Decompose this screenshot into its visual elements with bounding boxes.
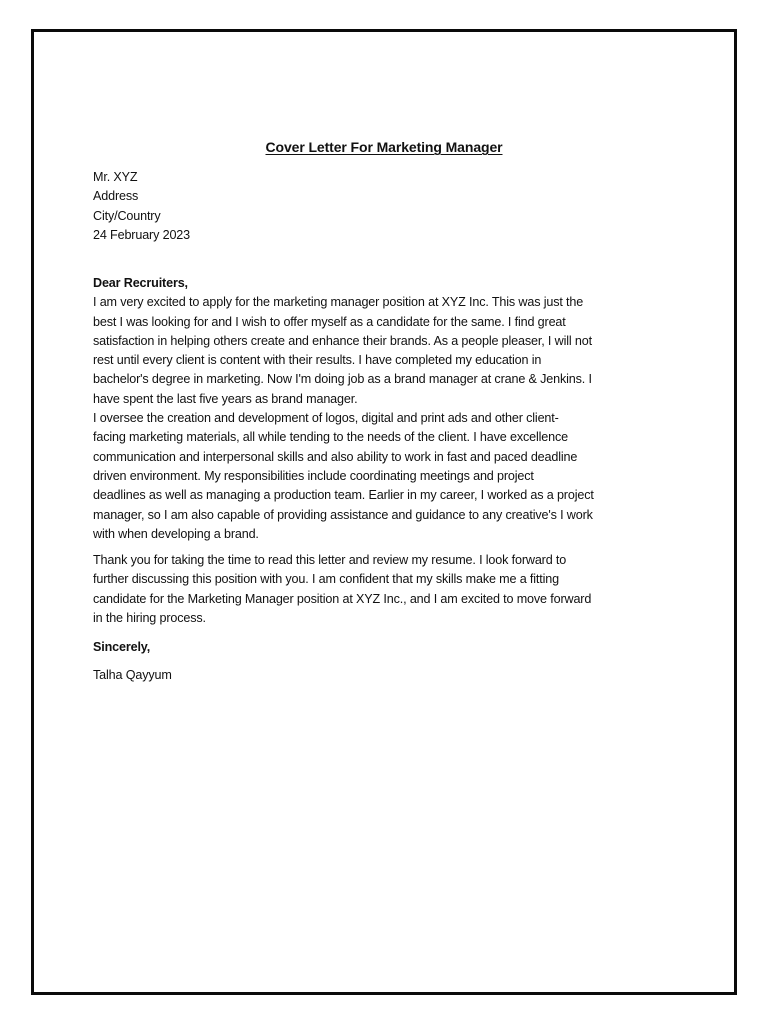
closing: Sincerely, [93,640,151,654]
sender-block [93,168,190,245]
paragraph-3-line: Thank you for taking the time to read this letter and review my resume. I look forward to [93,553,567,567]
document-title-text: Cover Letter For Marketing Manager [265,139,503,155]
paragraph-2-line: with when developing a brand. [93,526,259,541]
paragraph-2-line: manager, so I am also capable of providing assistance and guidance to any creative's I work [93,507,593,522]
paragraph-2-line: driven environment. My responsibilities include coordinating meetings and project [93,468,534,483]
paragraph-1-line: satisfaction in helping others create and enhance their brands. As a people pleaser, I will not [93,333,592,348]
paragraph-1-line: I am very excited to apply for the marketing manager position at XYZ Inc. This was just the [93,295,584,310]
paragraph-2-line: communication and interpersonal skills and also ability to work in fast and paced deadline [93,449,578,464]
paragraph-1-line: have spent the last five years as brand manager. [93,391,358,406]
signature-name: Talha Qayyum [93,668,172,682]
paragraph-1-line: rest until every client is content with their results. I have completed my education in [93,353,542,368]
salutation-and-paragraph-1 [93,274,594,544]
paragraph-2-line: facing marketing materials, all while tending to the needs of the client. I have excellence [93,430,568,445]
sender-name: Mr. XYZ [93,170,138,184]
paragraph-3-line: in the hiring process. [93,610,206,625]
paragraph-1-line: bachelor's degree in marketing. Now I'm doing job as a brand manager at crane & Jenkins. I [93,372,592,387]
closing-block [93,638,150,657]
paragraph-3-line: further discussing this position with you. I am confident that my skills make me a fitting [93,572,559,587]
sender-city-country: City/Country [93,208,161,223]
paragraph-3 [93,551,591,628]
paragraph-3-line: candidate for the Marketing Manager position at XYZ Inc., and I am excited to move forward [93,591,592,606]
sender-address: Address [93,189,139,204]
letter-date: 24 February 2023 [93,227,191,242]
paragraph-2-line: I oversee the creation and development of logos, digital and print ads and other client- [93,411,559,426]
signature-block [93,666,172,685]
paragraph-2-line: deadlines as well as managing a production team. Earlier in my career, I worked as a project [93,488,594,503]
document-title [0,138,768,156]
paragraph-1-line: best I was looking for and I wish to offer myself as a candidate for the same. I find great [93,314,566,329]
salutation: Dear Recruiters, [93,276,188,290]
